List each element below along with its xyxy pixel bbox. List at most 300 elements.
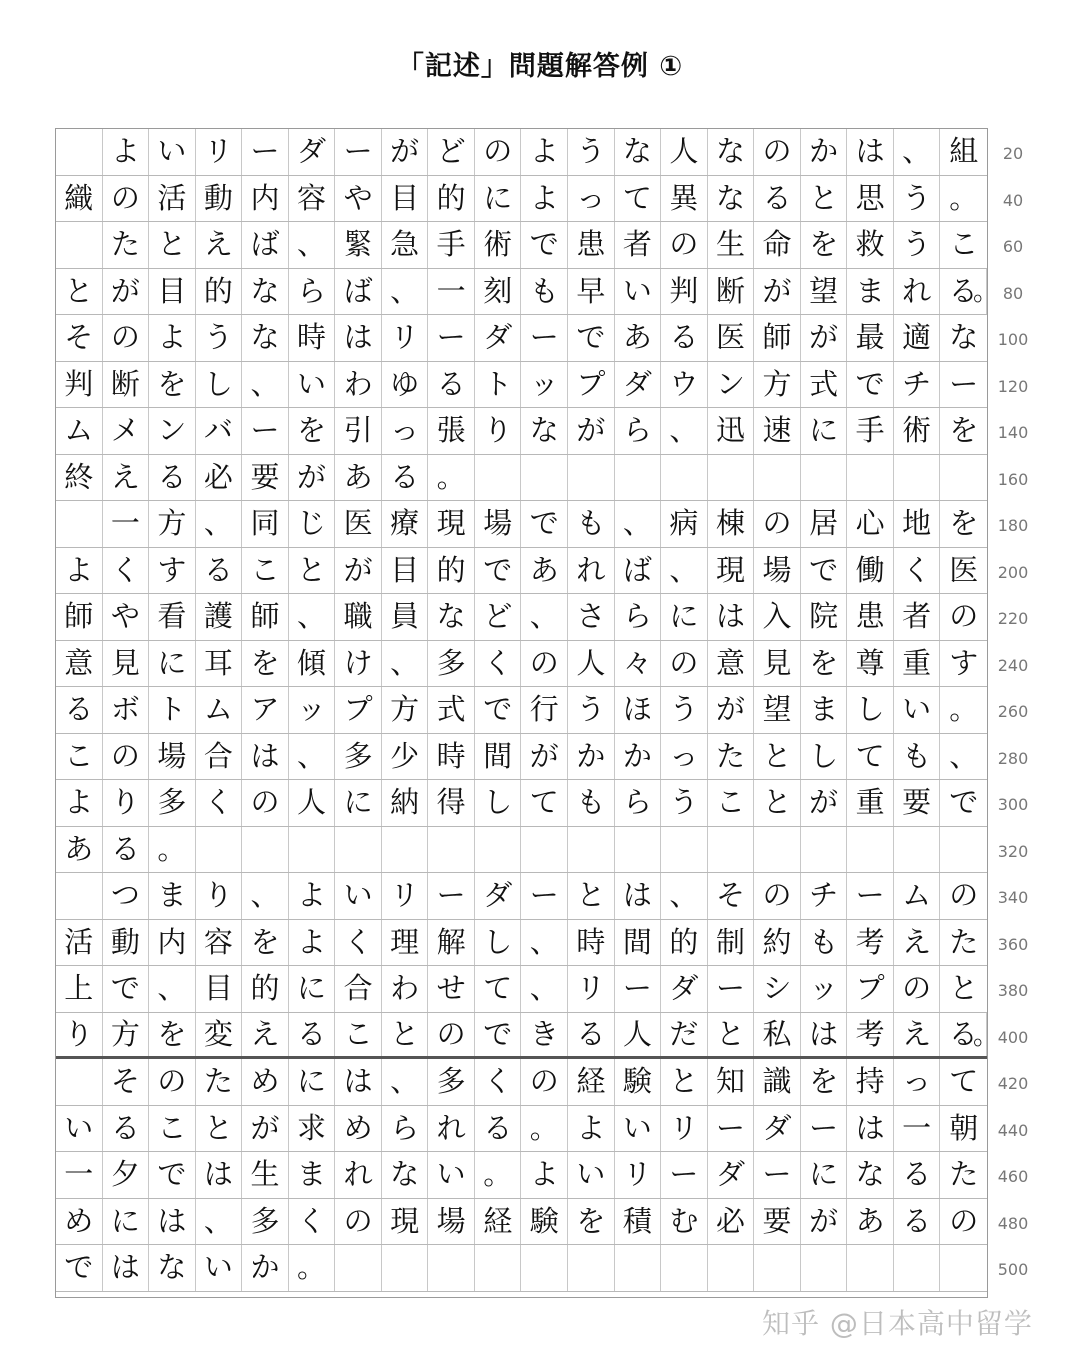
grid-cell: 必 bbox=[196, 455, 243, 501]
grid-cell: を bbox=[949, 413, 979, 448]
grid-cell: 人 bbox=[661, 129, 708, 175]
grid-cell: 経 bbox=[568, 1059, 615, 1105]
grid-cell: 判 bbox=[661, 269, 708, 315]
grid-cell: ム bbox=[56, 408, 103, 454]
grid-cell: 識 bbox=[754, 1059, 801, 1105]
grid-cell: 、 bbox=[522, 966, 569, 1012]
grid-cell: と bbox=[196, 1106, 243, 1152]
row-count-label: 80 bbox=[1002, 283, 1024, 303]
grid-cell: り bbox=[196, 873, 243, 919]
grid-cell: ー bbox=[949, 366, 979, 401]
grid-cell: と bbox=[289, 548, 336, 594]
grid-cell: で bbox=[475, 687, 522, 733]
grid-cell: の bbox=[103, 315, 150, 361]
grid-cell: の bbox=[754, 129, 801, 175]
grid-cell: る bbox=[103, 827, 150, 873]
row-count-label: 60 bbox=[1002, 237, 1024, 256]
grid-cell: の bbox=[103, 734, 150, 780]
grid-cell: 働 bbox=[847, 548, 894, 594]
grid-cell: 持 bbox=[847, 1059, 894, 1105]
grid-cell: ゆ bbox=[382, 362, 429, 408]
grid-cell: は bbox=[847, 129, 894, 175]
grid-row bbox=[56, 1013, 999, 1060]
grid-cell: 思 bbox=[847, 176, 894, 222]
grid-cell: 、 bbox=[149, 966, 196, 1012]
grid-cell: え bbox=[242, 1013, 289, 1057]
grid-cell: こ bbox=[149, 1106, 196, 1152]
grid-cell: ら bbox=[615, 780, 662, 826]
grid-cell: し bbox=[847, 687, 894, 733]
grid-cell: ば bbox=[335, 269, 382, 315]
grid-cell: あ bbox=[847, 1199, 894, 1245]
grid-cell: 目 bbox=[382, 548, 429, 594]
grid-cell: よ bbox=[522, 176, 569, 222]
grid-cell: し bbox=[475, 920, 522, 966]
row-count-label: 500 bbox=[997, 1260, 1029, 1279]
grid-cell: 々 bbox=[615, 641, 662, 687]
grid-cell: 場 bbox=[754, 548, 801, 594]
grid-cell: 場 bbox=[149, 734, 196, 780]
grid-cell bbox=[708, 455, 755, 501]
grid-cell: っ bbox=[894, 1059, 941, 1105]
grid-cell: ッ bbox=[522, 362, 569, 408]
grid-cell: た bbox=[103, 222, 150, 268]
grid-cell: の bbox=[522, 641, 569, 687]
grid-cell: よ bbox=[522, 129, 569, 175]
grid-cell bbox=[615, 455, 662, 501]
grid-cell: 見 bbox=[103, 641, 150, 687]
grid-cell: 場 bbox=[428, 1199, 475, 1245]
grid-cell: 動 bbox=[196, 176, 243, 222]
grid-cell: 的 bbox=[428, 176, 475, 222]
grid-cell: 看 bbox=[149, 594, 196, 640]
grid-cell: 職 bbox=[335, 594, 382, 640]
grid-cell: ー bbox=[428, 315, 475, 361]
grid-cell: よ bbox=[149, 315, 196, 361]
grid-cell: 目 bbox=[149, 269, 196, 315]
grid-cell: っ bbox=[568, 176, 615, 222]
grid-cell bbox=[475, 455, 522, 501]
grid-cell: て bbox=[847, 734, 894, 780]
grid-row bbox=[56, 1199, 987, 1246]
grid-cell: と bbox=[801, 176, 848, 222]
grid-cell: こ bbox=[242, 548, 289, 594]
grid-cell: で bbox=[149, 1152, 196, 1198]
grid-cell: 容 bbox=[196, 920, 243, 966]
grid-cell: 験 bbox=[615, 1059, 662, 1105]
grid-cell bbox=[289, 827, 336, 873]
grid-cell: を bbox=[949, 506, 979, 541]
grid-cell: う bbox=[894, 176, 941, 222]
grid-cell: 医 bbox=[708, 315, 755, 361]
grid-cell: て bbox=[522, 780, 569, 826]
grid-cell: ダ bbox=[289, 129, 336, 175]
grid-cell: る bbox=[382, 455, 429, 501]
grid-cell: る bbox=[894, 1152, 941, 1198]
grid-cell: ら bbox=[615, 408, 662, 454]
grid-cell: は bbox=[615, 873, 662, 919]
grid-cell: も bbox=[568, 780, 615, 826]
grid-cell bbox=[661, 1245, 708, 1291]
grid-cell: 少 bbox=[382, 734, 429, 780]
grid-cell: い bbox=[894, 687, 941, 733]
grid-cell: 内 bbox=[149, 920, 196, 966]
grid-cell: 、 bbox=[894, 129, 941, 175]
grid-cell: で bbox=[949, 785, 979, 820]
grid-cell: 理 bbox=[382, 920, 429, 966]
grid-cell: あ bbox=[335, 455, 382, 501]
grid-cell: 容 bbox=[289, 176, 336, 222]
grid-cell: 多 bbox=[428, 641, 475, 687]
grid-cell: 速 bbox=[754, 408, 801, 454]
grid-cell bbox=[661, 827, 708, 873]
grid-cell: が bbox=[289, 455, 336, 501]
grid-cell: 傾 bbox=[289, 641, 336, 687]
grid-cell: を bbox=[801, 641, 848, 687]
row-count-label: 360 bbox=[997, 934, 1029, 954]
grid-cell: ほ bbox=[615, 687, 662, 733]
grid-cell: よ bbox=[522, 1152, 569, 1198]
grid-cell: 重 bbox=[894, 641, 941, 687]
grid-cell bbox=[801, 827, 848, 873]
grid-cell: そ bbox=[103, 1059, 150, 1105]
grid-cell: な bbox=[708, 129, 755, 175]
grid-cell: ダ bbox=[754, 1106, 801, 1152]
grid-cell: う bbox=[661, 687, 708, 733]
grid-cell: 地 bbox=[894, 501, 941, 547]
grid-cell: た bbox=[949, 1157, 979, 1192]
grid-cell: う bbox=[568, 129, 615, 175]
grid-cell: 患 bbox=[847, 594, 894, 640]
grid-cell: 、 bbox=[289, 222, 336, 268]
grid-cell: て bbox=[615, 176, 662, 222]
grid-cell: 要 bbox=[242, 455, 289, 501]
grid-cell: す bbox=[949, 645, 979, 680]
grid-cell: 間 bbox=[615, 920, 662, 966]
grid-cell: ボ bbox=[103, 687, 150, 733]
grid-cell: た bbox=[949, 924, 979, 959]
grid-cell bbox=[615, 1245, 662, 1291]
grid-cell: の bbox=[661, 222, 708, 268]
grid-cell: 早 bbox=[568, 269, 615, 315]
grid-cell: ダ bbox=[661, 966, 708, 1012]
watermark: 知乎 @日本高中留学 bbox=[762, 1307, 1033, 1340]
grid-cell: よ bbox=[289, 873, 336, 919]
grid-cell: 制 bbox=[708, 920, 755, 966]
grid-cell: 積 bbox=[615, 1199, 662, 1245]
grid-cell bbox=[661, 455, 708, 501]
grid-cell: と bbox=[149, 222, 196, 268]
grid-row bbox=[56, 780, 987, 827]
grid-cell bbox=[894, 455, 941, 501]
grid-cell: 重 bbox=[847, 780, 894, 826]
grid-cell: 合 bbox=[335, 966, 382, 1012]
grid-cell: 医 bbox=[949, 552, 979, 587]
grid-row bbox=[56, 920, 987, 967]
grid-cell: 多 bbox=[242, 1199, 289, 1245]
grid-cell: ト bbox=[475, 362, 522, 408]
grid-row bbox=[56, 129, 987, 176]
grid-cell: る bbox=[475, 1106, 522, 1152]
grid-cell: 、 bbox=[289, 734, 336, 780]
grid-cell: 一 bbox=[103, 501, 150, 547]
grid-cell: 一 bbox=[428, 269, 475, 315]
grid-cell: る bbox=[196, 548, 243, 594]
grid-cell bbox=[56, 129, 103, 175]
grid-cell: え bbox=[894, 920, 941, 966]
grid-cell: あ bbox=[615, 315, 662, 361]
grid-cell: ダ bbox=[475, 315, 522, 361]
grid-cell: ら bbox=[382, 1106, 429, 1152]
overflow-punctuation: 。 bbox=[972, 1020, 999, 1051]
grid-cell: 時 bbox=[289, 315, 336, 361]
grid-cell: 術 bbox=[475, 222, 522, 268]
grid-cell: 必 bbox=[708, 1199, 755, 1245]
grid-row bbox=[56, 1059, 987, 1106]
grid-cell bbox=[894, 827, 941, 873]
grid-cell: い bbox=[428, 1152, 475, 1198]
grid-cell: の bbox=[949, 1203, 979, 1238]
grid-row bbox=[56, 734, 987, 781]
grid-cell: が bbox=[754, 269, 801, 315]
grid-cell: む bbox=[661, 1199, 708, 1245]
grid-cell: と bbox=[754, 734, 801, 780]
grid-cell: 活 bbox=[56, 920, 103, 966]
grid-cell: 意 bbox=[708, 641, 755, 687]
grid-cell: 耳 bbox=[196, 641, 243, 687]
grid-cell: な bbox=[428, 594, 475, 640]
grid-cell: リ bbox=[382, 315, 429, 361]
grid-cell bbox=[847, 827, 894, 873]
grid-cell: 、 bbox=[661, 873, 708, 919]
grid-cell: 求 bbox=[289, 1106, 336, 1152]
grid-cell: 尊 bbox=[847, 641, 894, 687]
grid-cell: が bbox=[335, 548, 382, 594]
grid-cell bbox=[335, 1245, 382, 1291]
grid-cell: に bbox=[475, 176, 522, 222]
grid-cell: を bbox=[149, 362, 196, 408]
row-count-label: 380 bbox=[997, 981, 1029, 1000]
grid-cell bbox=[801, 455, 848, 501]
grid-cell: 目 bbox=[196, 966, 243, 1012]
grid-cell: あ bbox=[56, 827, 103, 873]
grid-cell bbox=[940, 827, 987, 873]
grid-cell: な bbox=[708, 176, 755, 222]
grid-cell: 終 bbox=[56, 455, 103, 501]
grid-cell: く bbox=[289, 1199, 336, 1245]
grid-cell: ー bbox=[242, 129, 289, 175]
grid-cell: 意 bbox=[56, 641, 103, 687]
grid-cell: 、 bbox=[242, 362, 289, 408]
grid-cell: を bbox=[289, 408, 336, 454]
grid-cell: も bbox=[522, 269, 569, 315]
grid-cell: し bbox=[801, 734, 848, 780]
grid-cell: の bbox=[335, 1199, 382, 1245]
grid-cell: す bbox=[149, 548, 196, 594]
grid-cell: の bbox=[475, 129, 522, 175]
grid-cell: ー bbox=[335, 129, 382, 175]
grid-cell: リ bbox=[382, 873, 429, 919]
grid-cell: 異 bbox=[661, 176, 708, 222]
grid-cell: が bbox=[522, 734, 569, 780]
grid-cell: て bbox=[949, 1064, 979, 1099]
grid-cell: め bbox=[242, 1059, 289, 1105]
grid-cell: 医 bbox=[335, 501, 382, 547]
grid-cell bbox=[522, 455, 569, 501]
grid-cell: が bbox=[801, 1199, 848, 1245]
grid-cell: な bbox=[522, 408, 569, 454]
grid-cell: 験 bbox=[522, 1199, 569, 1245]
grid-cell: 約 bbox=[754, 920, 801, 966]
grid-cell bbox=[56, 873, 103, 919]
grid-cell: 、 bbox=[196, 501, 243, 547]
grid-cell bbox=[615, 827, 662, 873]
grid-cell: 時 bbox=[568, 920, 615, 966]
grid-cell: く bbox=[196, 780, 243, 826]
overflow-punctuation: 。 bbox=[972, 276, 999, 307]
grid-cell: リ bbox=[615, 1152, 662, 1198]
grid-cell: は bbox=[335, 1059, 382, 1105]
grid-cell: 合 bbox=[196, 734, 243, 780]
grid-cell: 、 bbox=[382, 269, 429, 315]
grid-cell: で bbox=[103, 966, 150, 1012]
grid-cell: で bbox=[522, 501, 569, 547]
row-count-label: 240 bbox=[997, 655, 1029, 675]
grid-cell bbox=[940, 1245, 987, 1291]
grid-cell: 護 bbox=[196, 594, 243, 640]
grid-cell: 望 bbox=[754, 687, 801, 733]
grid-cell: が bbox=[382, 129, 429, 175]
grid-cell: 、 bbox=[615, 501, 662, 547]
grid-row bbox=[56, 594, 987, 641]
row-count-label: 220 bbox=[997, 609, 1029, 628]
grid-cell: 上 bbox=[56, 966, 103, 1012]
grid-cell: ー bbox=[242, 408, 289, 454]
row-count-label: 460 bbox=[997, 1167, 1029, 1186]
grid-cell: そ bbox=[56, 315, 103, 361]
grid-cell: 者 bbox=[894, 594, 941, 640]
grid-cell: れ bbox=[428, 1106, 475, 1152]
grid-cell: 納 bbox=[382, 780, 429, 826]
grid-cell: 棟 bbox=[708, 501, 755, 547]
grid-cell: 方 bbox=[382, 687, 429, 733]
grid-cell: に bbox=[289, 1059, 336, 1105]
row-count-label: 40 bbox=[1002, 190, 1024, 210]
grid-cell: と bbox=[754, 780, 801, 826]
row-count-label: 200 bbox=[997, 562, 1029, 582]
grid-cell: リ bbox=[568, 966, 615, 1012]
grid-cell bbox=[754, 455, 801, 501]
grid-cell: い bbox=[149, 129, 196, 175]
grid-cell: の bbox=[242, 780, 289, 826]
grid-cell: 心 bbox=[847, 501, 894, 547]
grid-cell: 判 bbox=[56, 362, 103, 408]
grid-cell: チ bbox=[894, 362, 941, 408]
grid-cell: 人 bbox=[568, 641, 615, 687]
grid-cell: い bbox=[615, 269, 662, 315]
grid-cell: 術 bbox=[894, 408, 941, 454]
grid-cell: 解 bbox=[428, 920, 475, 966]
grid-cell: さ bbox=[568, 594, 615, 640]
grid-cell: こ bbox=[56, 734, 103, 780]
grid-cell: 多 bbox=[335, 734, 382, 780]
grid-cell: ッ bbox=[289, 687, 336, 733]
grid-cell: を bbox=[242, 920, 289, 966]
grid-cell: 同 bbox=[242, 501, 289, 547]
grid-cell: 員 bbox=[382, 594, 429, 640]
grid-cell: う bbox=[894, 222, 941, 268]
grid-cell bbox=[568, 1245, 615, 1291]
grid-cell bbox=[847, 455, 894, 501]
grid-cell: な bbox=[949, 320, 979, 355]
grid-cell: よ bbox=[56, 548, 103, 594]
grid-cell bbox=[56, 222, 103, 268]
grid-cell: 知 bbox=[708, 1059, 755, 1105]
grid-cell: の bbox=[949, 878, 979, 913]
grid-cell: 手 bbox=[847, 408, 894, 454]
grid-cell: 。 bbox=[949, 180, 979, 215]
grid-cell bbox=[894, 1245, 941, 1291]
grid-cell: も bbox=[801, 920, 848, 966]
grid-cell: で bbox=[475, 548, 522, 594]
grid-cell: 緊 bbox=[335, 222, 382, 268]
grid-cell: 、 bbox=[196, 1199, 243, 1245]
grid-cell: い bbox=[289, 362, 336, 408]
grid-cell: 、 bbox=[949, 738, 979, 773]
grid-cell: 経 bbox=[475, 1199, 522, 1245]
grid-cell: 師 bbox=[242, 594, 289, 640]
grid-cell: 私 bbox=[754, 1013, 801, 1057]
grid-cell: の bbox=[754, 501, 801, 547]
grid-cell: 命 bbox=[754, 222, 801, 268]
grid-cell: 生 bbox=[708, 222, 755, 268]
grid-cell: 現 bbox=[382, 1199, 429, 1245]
grid-cell: を bbox=[242, 641, 289, 687]
grid-cell: で bbox=[475, 1013, 522, 1057]
grid-cell: ま bbox=[289, 1152, 336, 1198]
grid-cell: く bbox=[894, 548, 941, 594]
grid-cell: 方 bbox=[103, 1013, 150, 1057]
grid-cell: な bbox=[847, 1152, 894, 1198]
grid-cell: け bbox=[335, 641, 382, 687]
grid-cell bbox=[940, 455, 987, 501]
grid-cell: な bbox=[615, 129, 662, 175]
grid-cell: り bbox=[475, 408, 522, 454]
row-count-label: 140 bbox=[997, 423, 1029, 442]
grid-cell: に bbox=[335, 780, 382, 826]
grid-cell: の bbox=[103, 176, 150, 222]
grid-cell: も bbox=[894, 734, 941, 780]
grid-cell: る bbox=[661, 315, 708, 361]
grid-cell: 変 bbox=[196, 1013, 243, 1057]
grid-cell: え bbox=[196, 222, 243, 268]
grid-cell: の bbox=[522, 1059, 569, 1105]
grid-cell: わ bbox=[335, 362, 382, 408]
grid-cell: く bbox=[475, 641, 522, 687]
grid-cell: 見 bbox=[754, 641, 801, 687]
grid-cell: い bbox=[196, 1245, 243, 1291]
grid-cell: ば bbox=[242, 222, 289, 268]
grid-cell: 内 bbox=[242, 176, 289, 222]
grid-cell: 的 bbox=[661, 920, 708, 966]
grid-cell: と bbox=[661, 1059, 708, 1105]
grid-cell: い bbox=[568, 1152, 615, 1198]
grid-cell: わ bbox=[382, 966, 429, 1012]
row-count-label: 420 bbox=[997, 1074, 1029, 1093]
grid-cell: 朝 bbox=[949, 1110, 979, 1145]
grid-cell: は bbox=[847, 1106, 894, 1152]
grid-cell: ウ bbox=[661, 362, 708, 408]
